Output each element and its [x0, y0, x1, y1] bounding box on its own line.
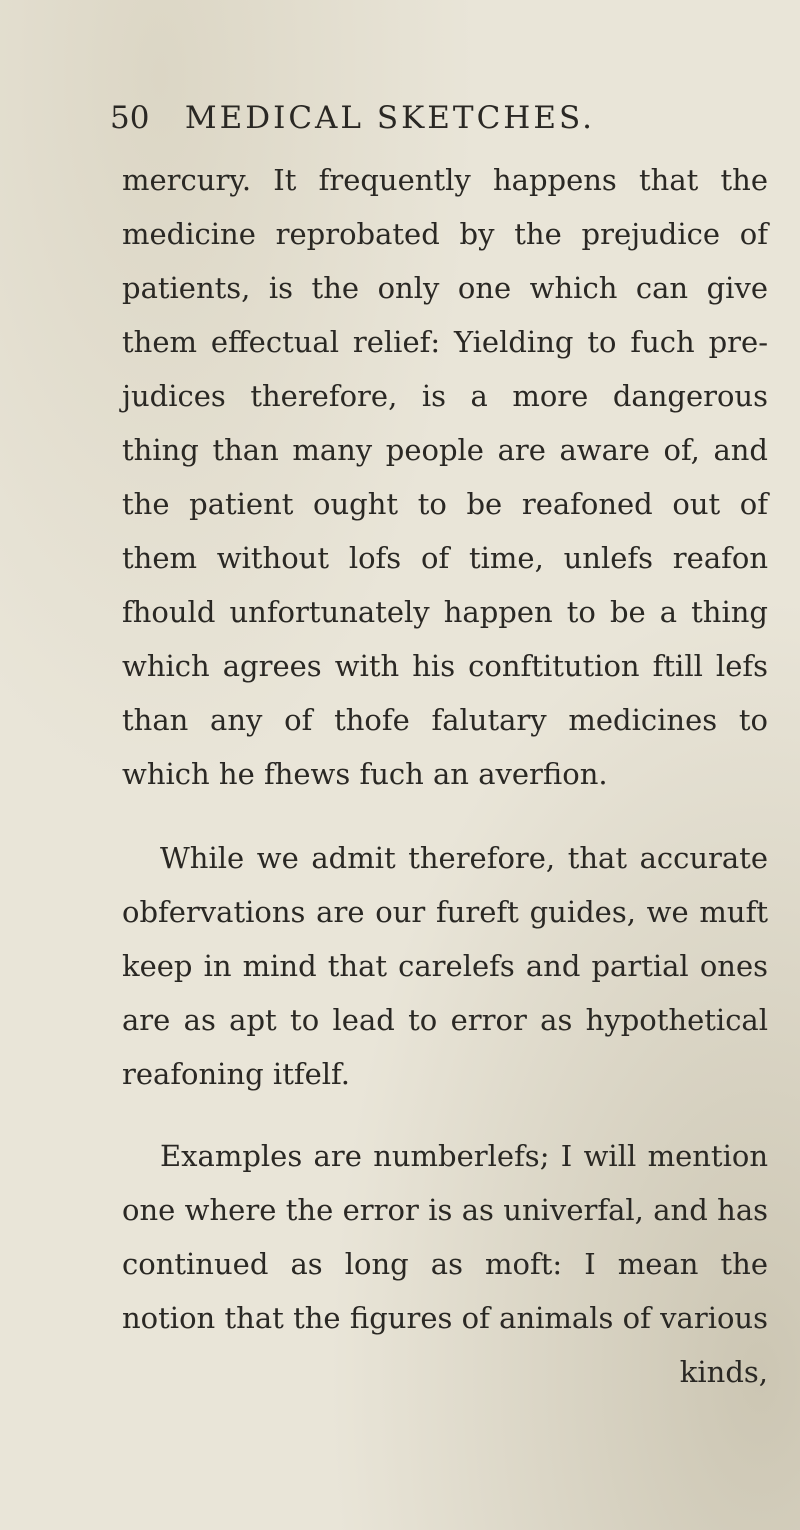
text-line: keep in mind that carelefs and partial ones [122, 949, 768, 983]
catchword: kinds, [679, 1355, 768, 1389]
text-line: continued as long as moft: I mean the [122, 1247, 768, 1281]
running-title: MEDICAL SKETCHES. [184, 100, 595, 136]
text-line: are as apt to lead to error as hypothetical [122, 1003, 768, 1037]
text-line: them effectual relief: Yielding to fuch pre- [122, 325, 768, 359]
text-line: reafoning itfelf. [122, 1057, 350, 1091]
running-header [110, 100, 670, 136]
text-line: Examples are numberlefs; I will mention [160, 1139, 768, 1173]
text-line: the patient ought to be reafoned out of [122, 487, 768, 521]
text-line: judices therefore, is a more dangerous [122, 379, 768, 413]
text-line: than any of thofe falutary medicines to [122, 703, 768, 737]
text-line: mercury. It frequently happens that the [122, 163, 768, 197]
text-line: which agrees with his conftitution ftill lefs [122, 649, 768, 683]
text-line: While we admit therefore, that accurate [160, 841, 768, 875]
text-line: them without lofs of time, unlefs reafon [122, 541, 768, 575]
text-line: obfervations are our fureft guides, we muft [122, 895, 768, 929]
text-line: thing than many people are aware of, and [122, 433, 768, 467]
text-line: fhould unfortunately happen to be a thing [122, 595, 768, 629]
page-number: 50 [110, 100, 150, 136]
text-line: medicine reprobated by the prejudice of [122, 217, 768, 251]
text-line: one where the error is as univerfal, and has [122, 1193, 768, 1227]
text-line: which he fhews fuch an averfion. [122, 757, 608, 791]
text-line: patients, is the only one which can give [122, 271, 768, 305]
text-line: notion that the figures of animals of various [122, 1301, 768, 1335]
